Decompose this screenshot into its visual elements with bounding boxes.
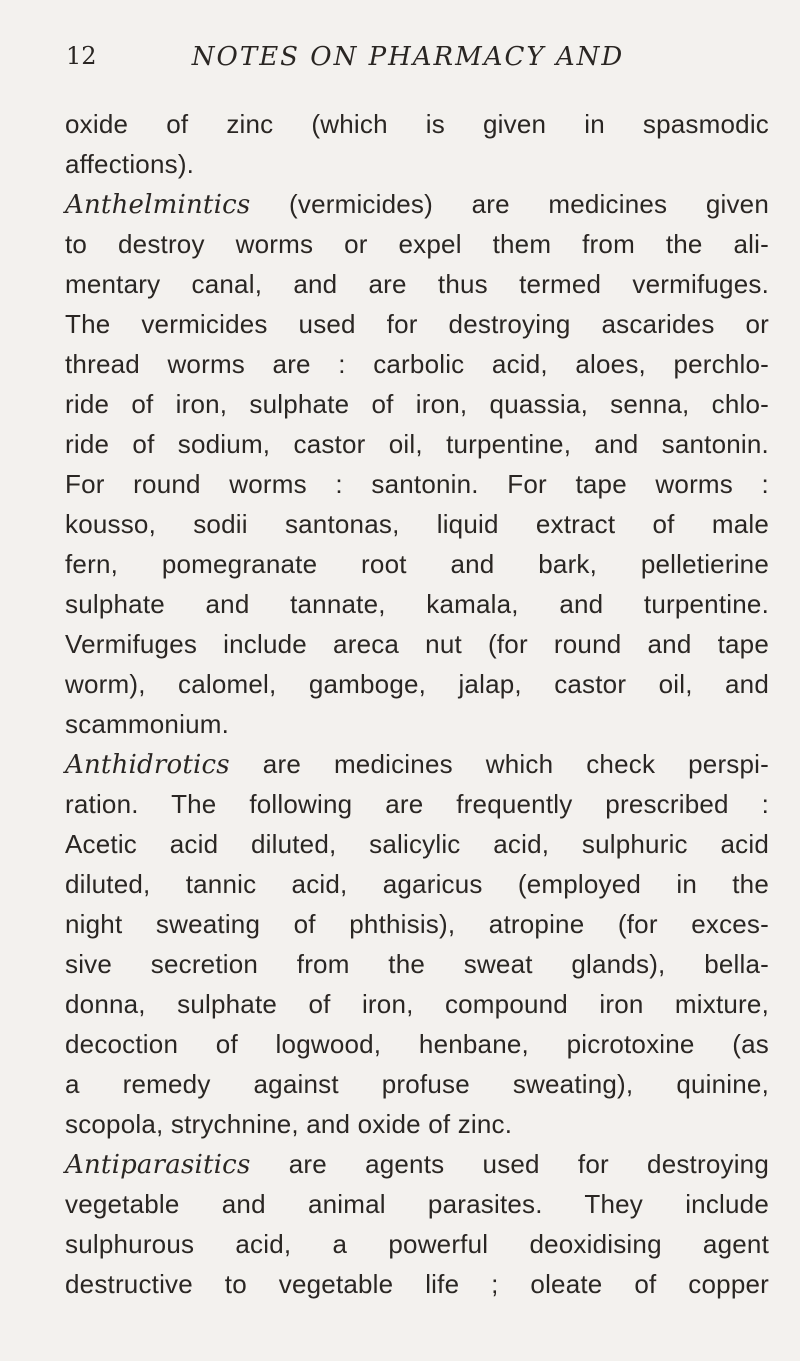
text-line [65,224,769,264]
line-text: vegetable and animal parasites. They include [65,1189,769,1219]
line-text: oxide of zinc (which is given in spasmodic [65,109,769,139]
line-text: sive secretion from the sweat glands), bella- [65,949,769,979]
running-head: NOTES ON PHARMACY AND [191,42,625,72]
text-line [65,264,769,304]
line-text: a remedy against profuse sweating), quinine, [65,1069,769,1099]
line-text: Vermifuges include areca nut (for round and tape [65,629,769,659]
text-line [65,864,769,904]
line-text: kousso, sodii santonas, liquid extract of male [65,509,769,539]
text-line [65,1104,769,1144]
line-text: worm), calomel, gamboge, jalap, castor oil, and [65,669,769,699]
text-line [65,1184,769,1224]
text-line [65,1264,769,1304]
line-text: scammonium. [65,709,230,739]
text-line [65,824,769,864]
line-text: are agents used for destroying [250,1149,769,1179]
text-line [65,944,769,984]
text-line [65,744,769,784]
text-line [65,344,769,384]
line-text: sulphate and tannate, kamala, and turpentine. [65,589,769,619]
page-header [0,42,800,82]
line-text: fern, pomegranate root and bark, pelletierine [65,549,769,579]
text-line [65,1064,769,1104]
line-text: decoction of logwood, henbane, picrotoxine (as [65,1029,769,1059]
text-line [65,584,769,624]
page-number: 12 [66,42,97,70]
line-text: The vermicides used for destroying ascarides or [65,309,769,339]
line-text: For round worms : santonin. For tape worms : [65,469,769,499]
body-text [65,104,769,1304]
line-text: sulphurous acid, a powerful deoxidising agent [65,1229,769,1259]
line-text: scopola, strychnine, and oxide of zinc. [65,1109,513,1139]
line-text: ration. The following are frequently prescribed : [65,789,769,819]
text-line [65,1144,769,1184]
text-line [65,704,769,744]
text-line [65,184,769,224]
line-text: affections). [65,149,195,179]
text-line [65,384,769,424]
line-text: destructive to vegetable life ; oleate of copper [65,1269,769,1299]
text-line [65,984,769,1024]
line-text: (vermicides) are medicines given [250,189,769,219]
text-line [65,144,769,184]
defined-term: Anthidrotics [65,750,230,780]
line-text: to destroy worms or expel them from the ali- [65,229,769,259]
text-line [65,664,769,704]
text-line [65,104,769,144]
line-text: thread worms are : carbolic acid, aloes, perchlo- [65,349,769,379]
text-line [65,1024,769,1064]
text-line [65,624,769,664]
line-text: ride of sodium, castor oil, turpentine, and santonin. [65,429,769,459]
text-line [65,1224,769,1264]
text-line [65,424,769,464]
line-text: donna, sulphate of iron, compound iron mixture, [65,989,769,1019]
text-line [65,544,769,584]
defined-term: Antiparasitics [65,1150,251,1180]
text-line [65,504,769,544]
line-text: are medicines which check perspi- [229,749,769,779]
defined-term: Anthelmintics [65,190,251,220]
text-line [65,784,769,824]
text-line [65,304,769,344]
line-text: ride of iron, sulphate of iron, quassia, senna, chlo- [65,389,769,419]
text-line [65,904,769,944]
line-text: diluted, tannic acid, agaricus (employed in the [65,869,769,899]
line-text: night sweating of phthisis), atropine (for exces- [65,909,769,939]
line-text: mentary canal, and are thus termed vermifuges. [65,269,769,299]
line-text: Acetic acid diluted, salicylic acid, sulphuric acid [65,829,769,859]
text-line [65,464,769,504]
